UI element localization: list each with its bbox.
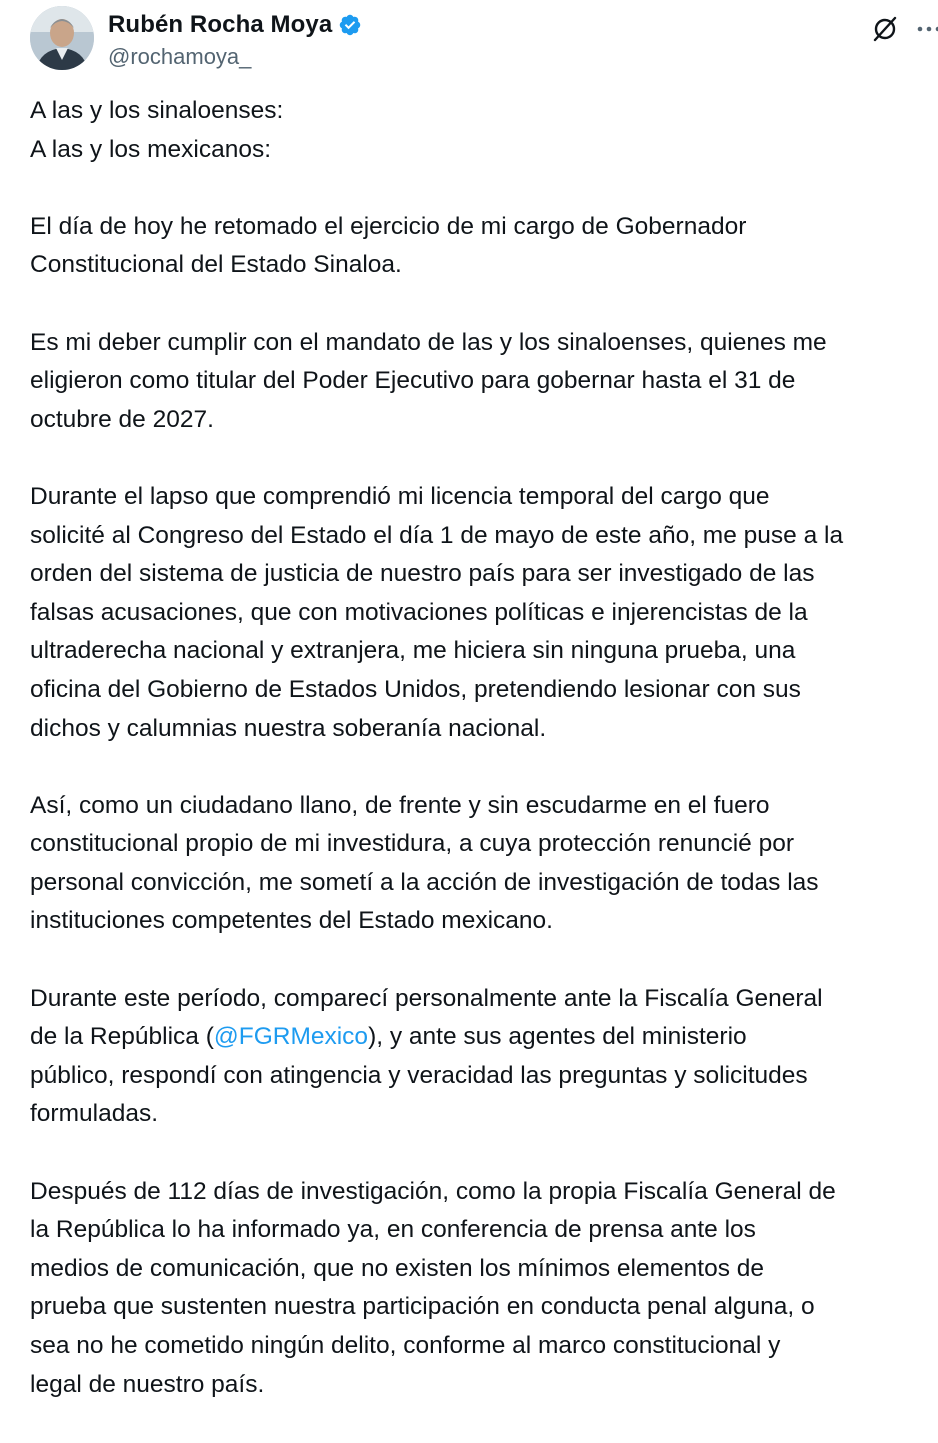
text-line: octubre de 2027.	[30, 405, 214, 433]
text-line: público, respondí con atingencia y veracidad las preguntas y solicitudes	[30, 1061, 808, 1089]
text-line: prueba que sustenten nuestra participación en conducta penal alguna, o	[30, 1293, 815, 1321]
text-line: orden del sistema de justicia de nuestro país para ser investigado de las	[30, 560, 815, 588]
paragraph-5	[30, 980, 936, 1134]
mention-link[interactable]: @FGRMexico	[213, 1023, 369, 1051]
text-line: Así, como un ciudadano llano, de frente y sin escudarme en el fuero	[30, 791, 770, 819]
text-line: Constitucional del Estado Sinaloa.	[30, 251, 402, 279]
name-row	[108, 8, 362, 42]
more-options-icon[interactable]	[914, 14, 938, 44]
text-line-with-mention	[30, 1018, 936, 1057]
paragraph-2	[30, 324, 936, 440]
greeting-paragraph	[30, 92, 936, 169]
text-line: falsas acusaciones, que con motivaciones políticas e injerencistas de la	[30, 598, 808, 626]
avatar-photo	[30, 6, 94, 70]
text-line: Después de 112 días de investigación, como la propia Fiscalía General de	[30, 1177, 836, 1205]
text-line: constitucional propio de mi investidura, a cuya protección renuncié por	[30, 830, 795, 858]
text-fragment: de la República (	[30, 1023, 214, 1051]
text-line: sea no he cometido ningún delito, conforme al marco constitucional y	[30, 1332, 781, 1359]
text-line: instituciones competentes del Estado mexicano.	[30, 907, 553, 935]
user-handle[interactable]: @rochamoya_	[108, 44, 252, 69]
text-line: solicité al Congreso del Estado el día 1 de mayo de este año, me puse a la	[30, 521, 844, 549]
text-line: la República lo ha informado ya, en conferencia de prensa ante los	[30, 1216, 756, 1244]
display-name[interactable]: Rubén Rocha Moya	[108, 11, 333, 38]
verified-badge-icon	[338, 13, 362, 37]
paragraph-1	[30, 208, 936, 285]
text-fragment: ), y ante sus agentes del ministerio	[368, 1023, 747, 1051]
text-line: medios de comunicación, que no existen los mínimos elementos de	[30, 1254, 765, 1282]
text-line: ultraderecha nacional y extranjera, me hiciera sin ninguna prueba, una	[30, 637, 796, 665]
text-line: Durante este período, comparecí personalmente ante la Fiscalía General	[30, 984, 823, 1012]
tweet-header	[30, 4, 930, 76]
text-line: Durante el lapso que comprendió mi licencia temporal del cargo que	[30, 482, 770, 510]
text-line: eligieron como titular del Poder Ejecutivo para gobernar hasta el 31 de	[30, 367, 796, 395]
paragraph-6	[30, 1173, 936, 1405]
paragraph-4	[30, 787, 936, 941]
grok-icon[interactable]	[870, 14, 900, 44]
text-line: formuladas.	[30, 1100, 159, 1128]
text-line: legal de nuestro país.	[30, 1370, 265, 1398]
text-line: A las y los mexicanos:	[30, 135, 272, 163]
avatar[interactable]	[30, 6, 94, 70]
text-line: El día de hoy he retomado el ejercicio de mi cargo de Gobernador	[30, 212, 747, 240]
text-line: personal convicción, me sometí a la acción de investigación de todas las	[30, 868, 819, 896]
text-line: A las y los sinaloenses:	[30, 97, 284, 124]
text-line: oficina del Gobierno de Estados Unidos, pretendiendo lesionar con sus	[30, 675, 801, 703]
text-line: Es mi deber cumplir con el mandato de las y los sinaloenses, quienes me	[30, 328, 827, 356]
text-line: dichos y calumnias nuestra soberanía nacional.	[30, 714, 547, 742]
tweet-text	[30, 92, 936, 1443]
paragraph-3	[30, 478, 936, 748]
